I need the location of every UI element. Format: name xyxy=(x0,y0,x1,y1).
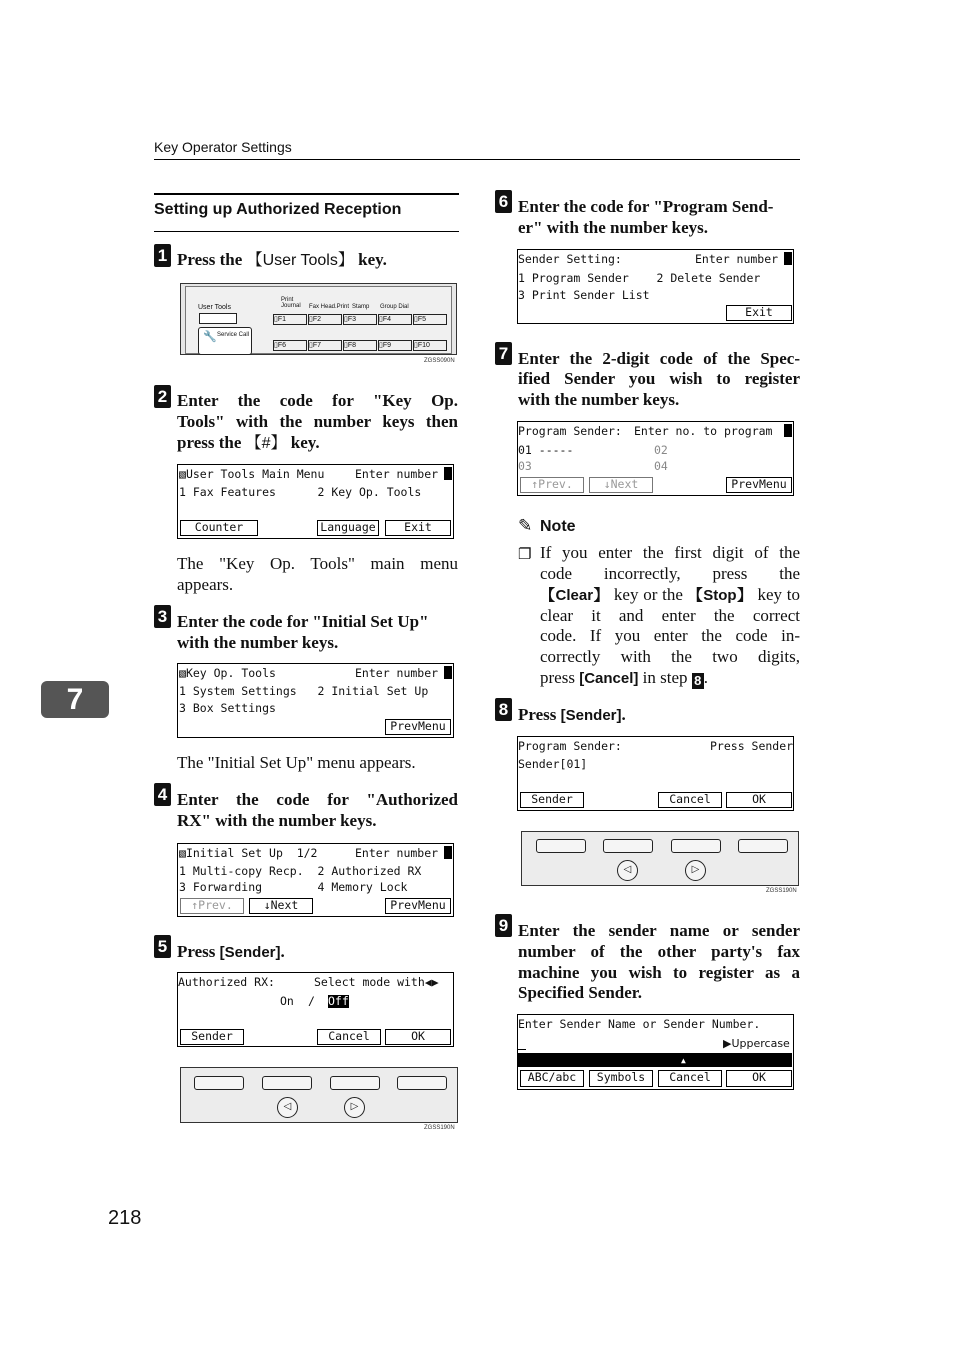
note-line-5: code. If you enter the code in- xyxy=(540,626,800,645)
page-number: 218 xyxy=(108,1207,142,1229)
prev-button[interactable]: ↑Prev. xyxy=(520,477,584,493)
lcd-user-tools-main-menu xyxy=(177,464,454,539)
lcd-prompt: Enter number xyxy=(355,846,439,860)
sender-slot-02[interactable]: 02 xyxy=(654,443,668,457)
text-cursor xyxy=(518,1049,526,1050)
option-on[interactable]: On xyxy=(280,994,294,1008)
note-bullet: ❐ xyxy=(518,545,532,563)
option-off-selected[interactable]: Off xyxy=(328,994,349,1008)
lcd-line-2: 3 Print Sender List xyxy=(518,288,650,302)
lcd-title: ▧Key Op. Tools xyxy=(179,666,276,680)
symbols-button[interactable]: Symbols xyxy=(589,1070,653,1087)
fax-head-print-label: Fax Head.Print xyxy=(309,304,350,310)
print-journal-label: Print Journal xyxy=(281,297,301,309)
selection-key-4 xyxy=(397,1076,447,1090)
lcd-cursor xyxy=(784,252,792,265)
f2-key: ▯F2 xyxy=(308,314,342,325)
sender-slot-01[interactable]: 01 ----- xyxy=(518,443,574,457)
step-badge-1: 1 xyxy=(154,244,171,267)
note-line-3: 【Clear】 key or the 【Stop】 key to xyxy=(540,585,800,604)
lcd-prompt: Enter number xyxy=(355,666,439,680)
lcd-cursor xyxy=(444,666,452,679)
left-arrow-icon: ◁ xyxy=(277,1097,298,1118)
note-pencil-icon: ✎ xyxy=(518,516,533,535)
lcd-key-op-tools xyxy=(177,663,454,738)
step-badge-4: 4 xyxy=(154,783,171,806)
left-arrow-icon: ◁ xyxy=(617,860,638,881)
step-2-caption-line-1: The "Key Op. Tools" main menu xyxy=(177,554,458,573)
prevmenu-button[interactable]: PrevMenu xyxy=(385,898,451,914)
lcd-line-1: 1 Multi-copy Recp. 2 Authorized RX xyxy=(179,864,422,878)
lcd-line-1: 1 Program Sender 2 Delete Sender xyxy=(518,271,761,285)
step-2-line-3: press the 【#】 key. xyxy=(177,433,320,452)
note-title: Note xyxy=(540,518,576,535)
step-1-text: Press the 【User Tools】 key. xyxy=(177,250,387,269)
f10-key: ▯F10 xyxy=(413,340,447,351)
user-tools-key xyxy=(199,313,237,324)
f7-key: ▯F7 xyxy=(308,340,342,351)
lcd-title: Program Sender: xyxy=(518,424,622,438)
selection-key-2 xyxy=(603,839,653,853)
f9-key: ▯F9 xyxy=(378,340,412,351)
step-7-line-2: ified Sender you wish to register xyxy=(518,369,800,388)
ok-button[interactable]: OK xyxy=(726,792,792,808)
lcd-prompt: Select mode with◀▶ xyxy=(314,975,439,989)
lcd-program-sender-list xyxy=(517,421,794,496)
step-badge-2: 2 xyxy=(154,385,171,408)
lcd-line-2: 3 Box Settings xyxy=(179,701,276,715)
service-call-label: Service Call xyxy=(217,332,250,338)
lcd-line-1: Enter Sender Name or Sender Number. xyxy=(518,1017,761,1031)
lcd-prompt: Enter number xyxy=(355,467,439,481)
panel-code-3: ZGSS190N xyxy=(766,888,797,894)
f8-key: ▯F8 xyxy=(343,340,377,351)
option-separator: / xyxy=(308,994,315,1008)
cancel-button[interactable]: Cancel xyxy=(317,1029,381,1045)
lcd-press-sender xyxy=(517,736,794,811)
step-2-line-1: Enter the code for "Key Op. xyxy=(177,391,458,410)
lcd-prompt: Press Sender xyxy=(710,739,794,753)
prevmenu-button[interactable]: PrevMenu xyxy=(385,719,451,735)
lcd-prompt: Enter number xyxy=(695,252,779,266)
lcd-line-2: 3 Forwarding 4 Memory Lock xyxy=(179,880,408,894)
lcd-title: Program Sender: xyxy=(518,739,622,753)
selection-key-4 xyxy=(738,839,788,853)
step-7-line-1: Enter the 2-digit code of the Spec- xyxy=(518,349,800,368)
step-7-line-3: with the number keys. xyxy=(518,390,680,409)
step-3-line-1: Enter the code for "Initial Set Up" xyxy=(177,612,429,631)
selection-key-1 xyxy=(194,1076,244,1090)
step-9-line-3: machine you wish to register as a xyxy=(518,963,800,982)
user-tools-label: User Tools xyxy=(198,304,231,311)
abc-toggle-button[interactable]: ABC/abc xyxy=(520,1070,584,1087)
note-line-4: clear it and enter the correct xyxy=(540,606,800,625)
step-2-line-2: Tools" with the number keys then xyxy=(177,412,458,431)
next-button[interactable]: ↓Next xyxy=(249,898,313,914)
group-dial-label: Group Dial xyxy=(380,304,409,310)
sender-button[interactable]: Sender xyxy=(180,1029,244,1045)
selection-keys-panel-right xyxy=(521,831,799,886)
step-badge-9: 9 xyxy=(495,914,512,937)
lcd-enter-sender-name xyxy=(517,1014,794,1090)
lcd-sender-setting xyxy=(517,249,794,324)
f4-key: ▯F4 xyxy=(378,314,412,325)
counter-button[interactable]: Counter xyxy=(180,520,258,536)
lcd-title: ▧User Tools Main Menu xyxy=(179,467,325,481)
f6-key: ▯F6 xyxy=(273,340,307,351)
step-badge-5: 5 xyxy=(154,935,171,958)
input-field-bar[interactable] xyxy=(518,1053,792,1067)
language-button[interactable]: Language xyxy=(317,520,379,536)
f3-key: ▯F3 xyxy=(343,314,377,325)
step-badge-6: 6 xyxy=(495,190,512,213)
right-arrow-icon: ▷ xyxy=(344,1097,365,1118)
running-header: Key Operator Settings xyxy=(154,139,292,155)
selection-keys-panel-left xyxy=(180,1067,458,1123)
note-step-ref: 8 xyxy=(692,673,704,689)
lcd-initial-set-up xyxy=(177,843,454,917)
lcd-cursor xyxy=(444,467,452,480)
exit-button[interactable]: Exit xyxy=(726,305,792,321)
prev-button[interactable]: ↑Prev. xyxy=(180,898,244,914)
caret-icon: ▲ xyxy=(681,1056,686,1065)
step-4-line-2: RX" with the number keys. xyxy=(177,811,377,830)
step-badge-8: 8 xyxy=(495,698,512,721)
sender-button[interactable]: Sender xyxy=(520,792,584,808)
chapter-tab: 7 xyxy=(41,681,109,718)
cancel-button[interactable]: Cancel xyxy=(658,792,722,808)
cancel-button[interactable]: Cancel xyxy=(658,1070,722,1087)
input-mode-label: ▶Uppercase xyxy=(723,1037,790,1050)
step-badge-3: 3 xyxy=(154,605,171,628)
note-line-1: If you enter the first digit of the xyxy=(540,543,800,562)
prevmenu-button[interactable]: PrevMenu xyxy=(726,477,792,493)
ok-button[interactable]: OK xyxy=(726,1070,792,1087)
note-line-6: correctly with the two digits, xyxy=(540,647,800,666)
step-3-line-2: with the number keys. xyxy=(177,633,339,652)
wrench-icon: 🔧 xyxy=(203,331,217,343)
note-line-2: code incorrectly, press the xyxy=(540,564,800,583)
ok-button[interactable]: OK xyxy=(385,1029,451,1045)
step-9-line-1: Enter the sender name or sender xyxy=(518,921,800,940)
lcd-line-1: Sender[01] xyxy=(518,757,588,771)
lcd-line-1: 1 Fax Features 2 Key Op. Tools xyxy=(179,485,422,499)
selection-key-3 xyxy=(671,839,721,853)
note-line-7: press [Cancel] in step 8 . xyxy=(540,668,708,688)
sender-slot-03[interactable]: 03 xyxy=(518,459,532,473)
right-arrow-icon: ▷ xyxy=(685,860,706,881)
f1-key: ▯F1 xyxy=(273,314,307,325)
selection-key-1 xyxy=(536,839,586,853)
step-9-line-2: number of the other party's fax xyxy=(518,942,800,961)
stamp-label: Stamp xyxy=(352,304,370,310)
step-5-text: Press [Sender]. xyxy=(177,942,285,961)
lcd-cursor xyxy=(444,846,452,859)
lcd-title: Sender Setting: xyxy=(518,252,622,266)
header-rule xyxy=(154,159,800,160)
step-8-text: Press [Sender]. xyxy=(518,705,626,724)
panel-code-2: ZGSS190N xyxy=(424,1125,455,1131)
lcd-title: Authorized RX: xyxy=(178,975,275,989)
sender-slot-04[interactable]: 04 xyxy=(654,459,668,473)
exit-button[interactable]: Exit xyxy=(385,520,451,536)
step-6-line-2: er" with the number keys. xyxy=(518,218,708,237)
step-4-line-1: Enter the code for "Authorized xyxy=(177,790,458,809)
f5-key: ▯F5 xyxy=(413,314,447,325)
section-title: Setting up Authorized Reception xyxy=(154,201,402,218)
lcd-authorized-rx xyxy=(177,972,454,1047)
user-tools-panel-illustration xyxy=(180,283,457,355)
lcd-prompt: Enter no. to program xyxy=(634,424,773,438)
step-9-line-4: Specified Sender. xyxy=(518,983,643,1002)
selection-key-2 xyxy=(262,1076,312,1090)
lcd-title: ▧Initial Set Up 1/2 xyxy=(179,846,318,860)
panel-code-1: ZGSS090N xyxy=(424,358,455,364)
lcd-line-1: 1 System Settings 2 Initial Set Up xyxy=(179,684,429,698)
step-6-line-1: Enter the code for "Program Send- xyxy=(518,197,774,216)
step-badge-7: 7 xyxy=(495,342,512,365)
selection-key-3 xyxy=(330,1076,380,1090)
step-2-caption-line-2: appears. xyxy=(177,575,234,594)
step-3-caption: The "Initial Set Up" menu appears. xyxy=(177,753,416,772)
lcd-cursor xyxy=(784,424,792,437)
next-button[interactable]: ↓Next xyxy=(589,477,653,493)
